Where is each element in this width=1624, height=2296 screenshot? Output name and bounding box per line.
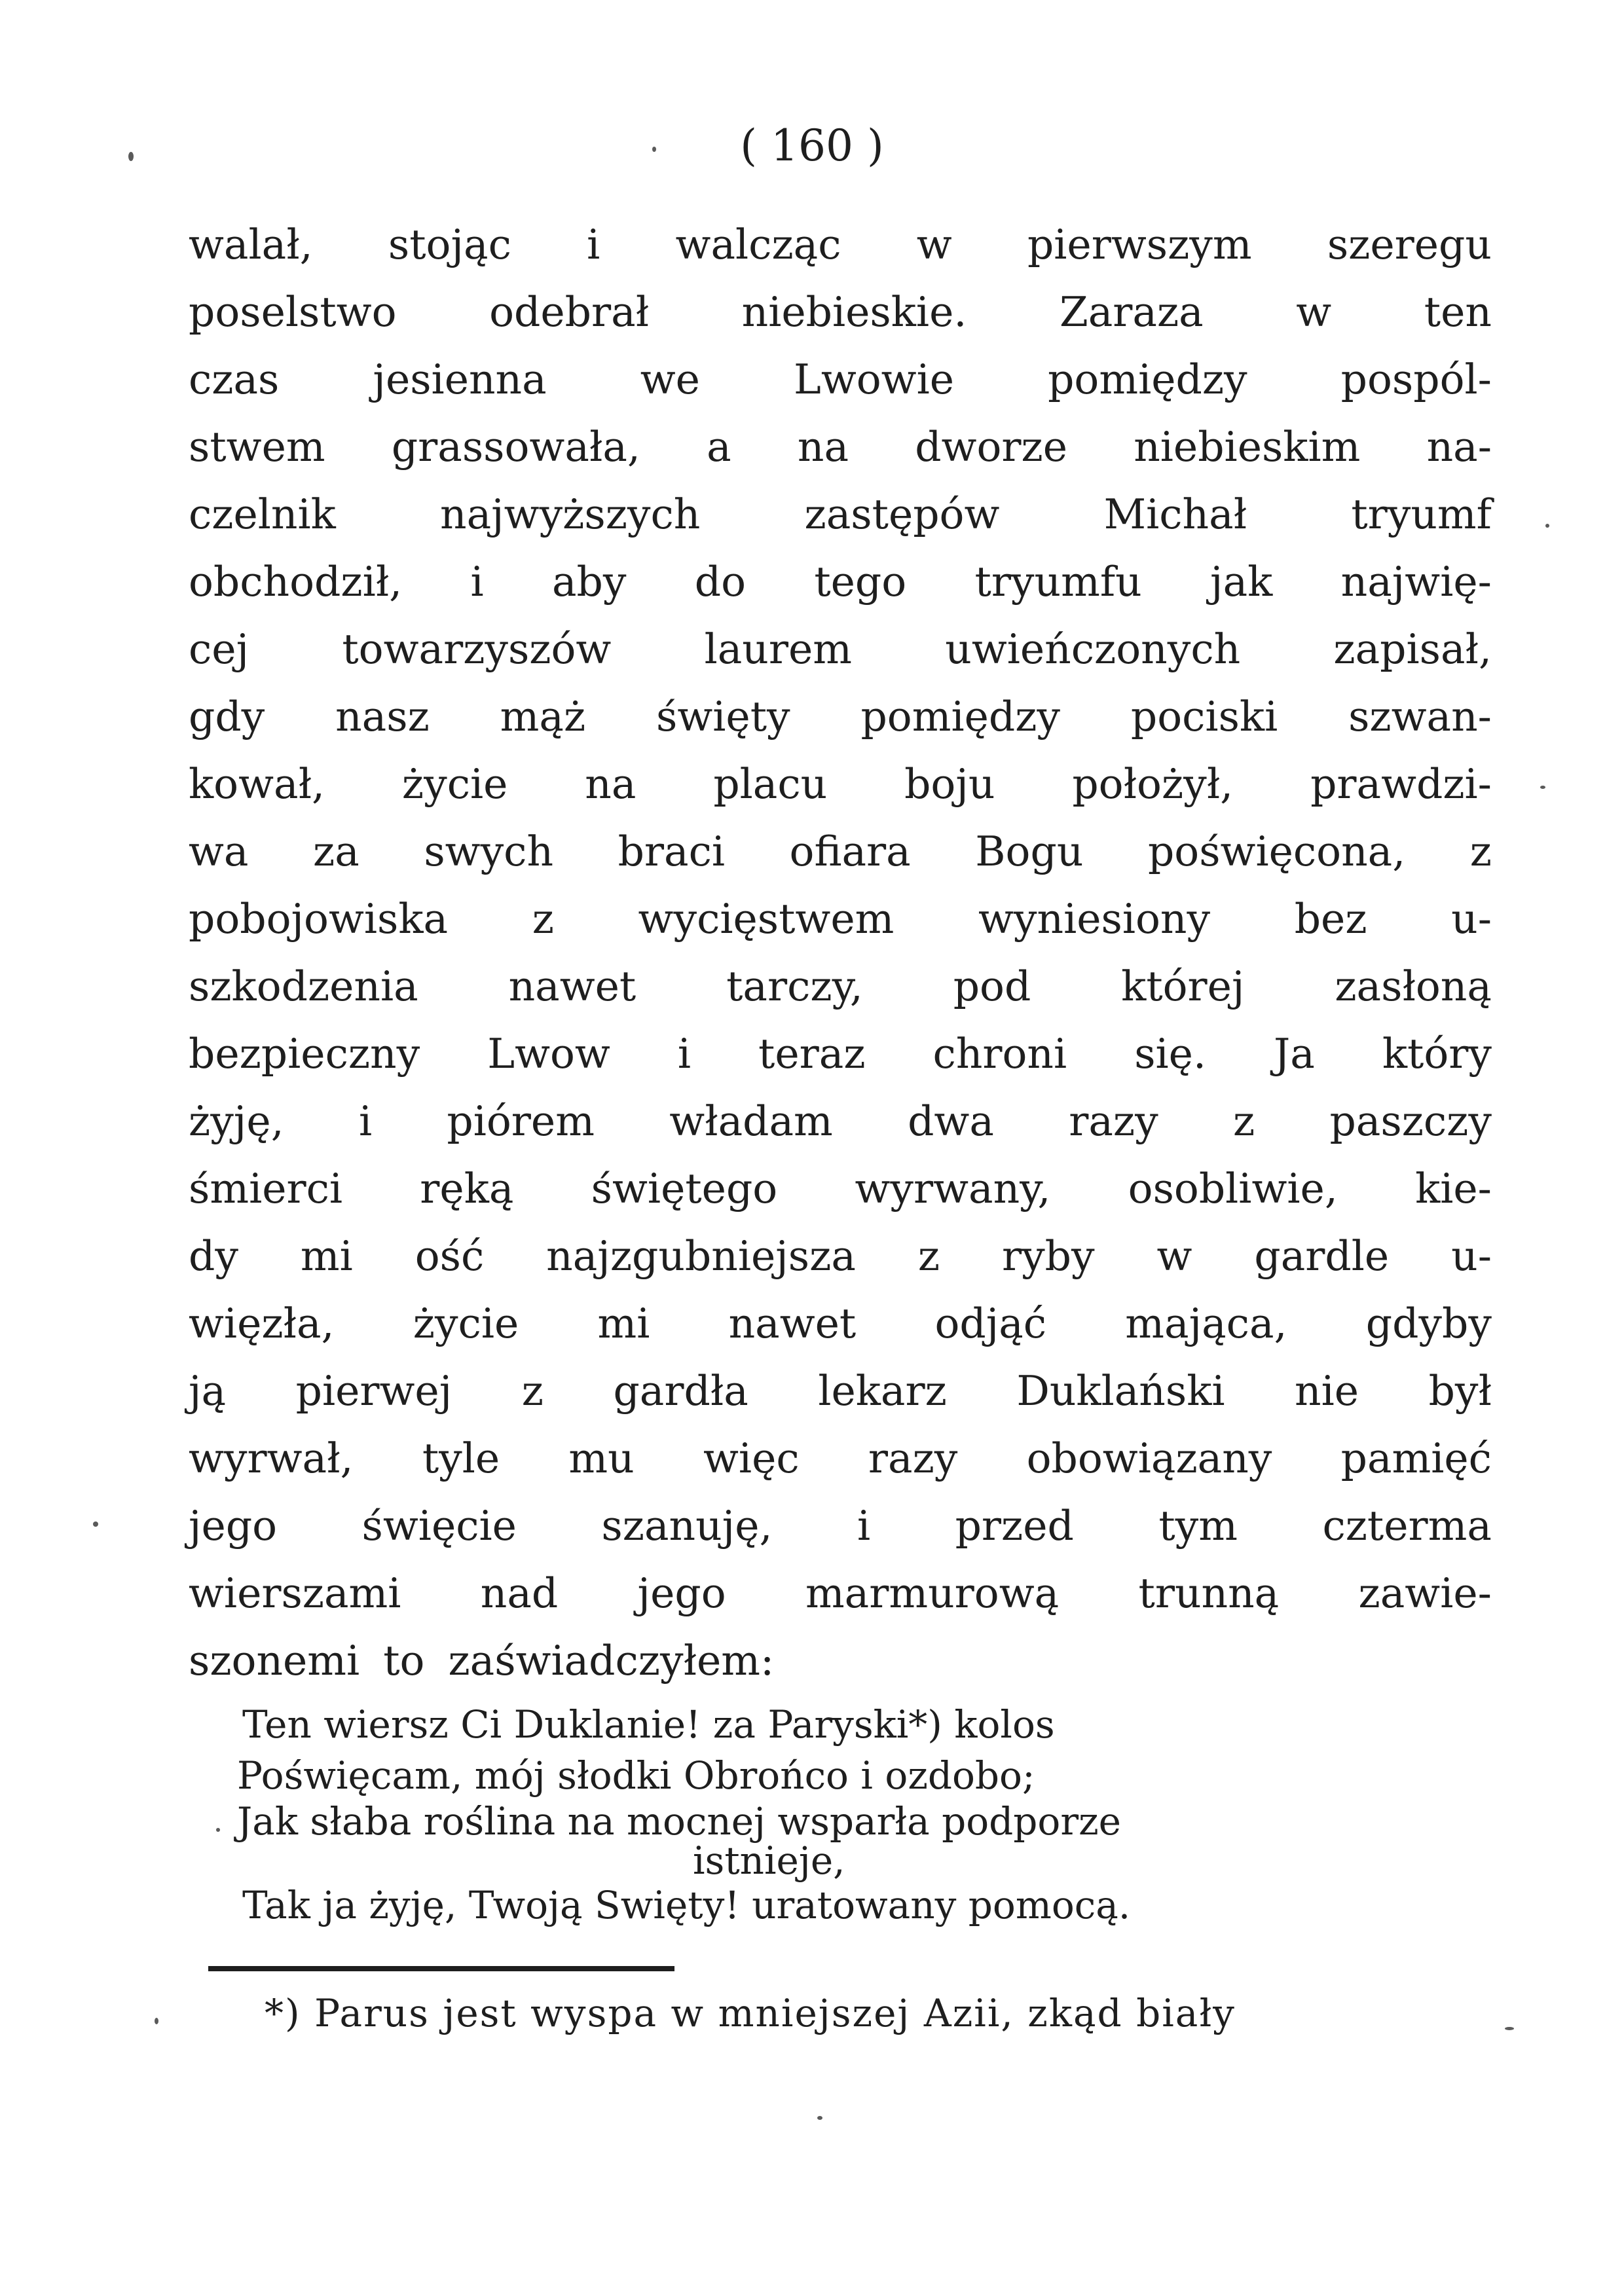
word: niebieskie. (741, 288, 967, 336)
word: trunną (1138, 1569, 1280, 1617)
word: z (917, 1232, 940, 1280)
word: u- (1451, 895, 1492, 943)
word: i (587, 221, 600, 268)
word: której (1121, 962, 1245, 1010)
body-line (189, 1559, 1492, 1627)
word: ręką (420, 1165, 514, 1212)
body-line (189, 1357, 1492, 1425)
word: razy (868, 1434, 958, 1482)
word: więzła, (189, 1300, 335, 1347)
word: wyrwał, (189, 1434, 354, 1482)
word: był (1428, 1367, 1492, 1415)
word: w (1156, 1232, 1192, 1280)
word: niebieskim (1134, 423, 1361, 471)
word: odebrał (489, 288, 650, 336)
word: z (532, 895, 554, 943)
word: zawie- (1358, 1569, 1492, 1617)
body-line (189, 1290, 1492, 1357)
word: marmurową (805, 1569, 1060, 1617)
word: czterma (1322, 1502, 1492, 1550)
word: świętego (591, 1165, 778, 1212)
body-line (189, 1155, 1492, 1222)
word: wa (189, 828, 249, 875)
body-line (189, 1087, 1492, 1155)
verse-line (0, 1698, 1624, 1751)
word: nad (480, 1569, 559, 1617)
word: na (585, 760, 637, 808)
paper-speck (817, 2116, 822, 2120)
body-text (189, 211, 1492, 1694)
word: nasz (335, 693, 430, 740)
word: do (694, 558, 747, 606)
paper-speck (93, 1522, 98, 1527)
word: najwię- (1340, 558, 1492, 606)
verse-line (0, 1749, 1624, 1802)
word: poświęcona, (1147, 828, 1406, 875)
word: obchodził, (189, 558, 403, 606)
word: ość (415, 1232, 485, 1280)
word: zaświadczyłem: (448, 1637, 775, 1685)
word: pierwszym (1027, 221, 1252, 268)
body-line (189, 346, 1492, 413)
word: szanuję, (601, 1502, 773, 1550)
word: czas (189, 355, 280, 403)
word: prawdzi- (1310, 760, 1492, 808)
body-line (189, 683, 1492, 750)
word: mająca, (1125, 1300, 1287, 1347)
word: i (470, 558, 484, 606)
word: zasłoną (1335, 962, 1492, 1010)
word: we (640, 355, 700, 403)
body-line (189, 1222, 1492, 1290)
word: Lwow (487, 1030, 610, 1078)
word: boju (904, 760, 995, 808)
verse-line-text: Jak słaba roślina na mocnej wsparła podporze (237, 1799, 1121, 1844)
word: władam (669, 1097, 833, 1145)
word: pod (953, 962, 1031, 1010)
word: stojąc (388, 221, 511, 268)
word: i (677, 1030, 692, 1078)
word: najzgubniejsza (546, 1232, 856, 1280)
word: pomiędzy (1048, 355, 1247, 403)
word: gdy (189, 693, 265, 740)
word: i (857, 1502, 871, 1550)
body-line (189, 211, 1492, 278)
body-line (189, 1020, 1492, 1087)
word: tryumfu (974, 558, 1142, 606)
word: walał, (189, 221, 313, 268)
word: dy (189, 1232, 238, 1280)
word: pierwej (295, 1367, 452, 1415)
body-line (189, 953, 1492, 1020)
word: śmierci (189, 1165, 343, 1212)
word: czelnik (189, 490, 336, 538)
word: dwa (908, 1097, 994, 1145)
word: wyniesiony (978, 895, 1211, 943)
verse-line-text: Tak ja żyję, Twoją Swięty! uratowany pomocą. (242, 1883, 1131, 1927)
verse-line (0, 1879, 1624, 1931)
word: za (313, 828, 360, 875)
word: z (1232, 1097, 1255, 1145)
word: bezpieczny (189, 1030, 420, 1078)
verse-line-text: Poświęcam, mój słodki Obrońco i ozdobo; (237, 1753, 1035, 1798)
word: teraz (758, 1030, 866, 1078)
verse-line-text: Ten wiersz Ci Duklanie! za Paryski*) kolos (242, 1702, 1055, 1747)
word: lekarz (818, 1367, 947, 1415)
word: gdyby (1365, 1300, 1492, 1347)
word: aby (551, 558, 627, 606)
word: jesienna (373, 355, 547, 403)
word: z (521, 1367, 544, 1415)
word: tym (1158, 1502, 1238, 1550)
word: paszczy (1329, 1097, 1492, 1145)
word: odjąć (934, 1300, 1047, 1347)
word: wierszami (189, 1569, 401, 1617)
word: pociski (1130, 693, 1278, 740)
word: życie (401, 760, 508, 808)
paper-speck (1505, 2027, 1514, 2030)
word: nawet (508, 962, 637, 1010)
word: bez (1294, 895, 1367, 943)
word: który (1382, 1030, 1492, 1078)
word: ryby (1001, 1232, 1095, 1280)
word: na (797, 423, 849, 471)
word: szonemi (189, 1637, 360, 1685)
word: mi (597, 1300, 650, 1347)
word: stwem (189, 423, 325, 471)
word: uwieńczonych (945, 625, 1241, 673)
word: u- (1451, 1232, 1492, 1280)
word: razy (1069, 1097, 1158, 1145)
word: święty (656, 693, 790, 740)
word: pobojowiska (189, 895, 449, 943)
word: obowiązany (1026, 1434, 1272, 1482)
word: a (707, 423, 731, 471)
word: zastępów (804, 490, 1000, 538)
word: pamięć (1340, 1434, 1492, 1482)
word: gardła (613, 1367, 748, 1415)
word: ofiara (789, 828, 911, 875)
word: pomiędzy (860, 693, 1061, 740)
word: Lwowie (793, 355, 955, 403)
word: Bogu (975, 828, 1084, 875)
word: szkodzenia (189, 962, 418, 1010)
word: ją (189, 1367, 227, 1415)
word: mąż (500, 693, 586, 740)
body-line (189, 481, 1492, 548)
word: nie (1295, 1367, 1359, 1415)
word: na- (1426, 423, 1492, 471)
word: zapisał, (1333, 625, 1492, 673)
body-line (189, 548, 1492, 615)
word: ten (1424, 288, 1492, 336)
word: grassowała, (391, 423, 640, 471)
word: szeregu (1327, 221, 1492, 268)
word: gardle (1254, 1232, 1390, 1280)
word: jego (637, 1569, 726, 1617)
word: pospól- (1340, 355, 1492, 403)
paper-speck (652, 147, 656, 152)
body-line (189, 413, 1492, 481)
word: towarzyszów (342, 625, 612, 673)
word: chroni (932, 1030, 1067, 1078)
word: w (1296, 288, 1332, 336)
word: jak (1210, 558, 1273, 606)
paper-speck (155, 2018, 158, 2024)
word: piórem (447, 1097, 595, 1145)
body-line (189, 885, 1492, 953)
word: swych (424, 828, 554, 875)
word: najwyższych (440, 490, 701, 538)
paper-speck (128, 152, 134, 161)
body-line (189, 615, 1492, 683)
word: i (358, 1097, 373, 1145)
word: przed (955, 1502, 1074, 1550)
word: tyle (422, 1434, 500, 1482)
body-line (189, 1425, 1492, 1492)
word: osobliwie, (1128, 1165, 1338, 1212)
word: wyrwany, (855, 1165, 1051, 1212)
word: laurem (704, 625, 853, 673)
page-number: ( 160 ) (740, 120, 884, 171)
word: Ja (1274, 1030, 1315, 1078)
word: kował, (189, 760, 325, 808)
word: wycięstwem (638, 895, 895, 943)
word: więc (703, 1434, 800, 1482)
word: tryumf (1351, 490, 1492, 538)
word: walcząc (675, 221, 841, 268)
word: poselstwo (189, 288, 397, 336)
word: w (916, 221, 952, 268)
word: położył, (1072, 760, 1234, 808)
word: tego (814, 558, 907, 606)
word: Zaraza (1059, 288, 1204, 336)
footnote-text: *) Parus jest wyspa w mniejszej Azii, zkąd biały (265, 1991, 1236, 2035)
word: z (1469, 828, 1492, 875)
verse-line-text: istnieje, (693, 1838, 845, 1883)
footnote-rule (208, 1966, 674, 1971)
word: kie- (1415, 1165, 1492, 1212)
paper-speck (1545, 524, 1549, 528)
word: braci (618, 828, 726, 875)
word: Michał (1103, 490, 1247, 538)
body-line (189, 278, 1492, 346)
body-line (189, 750, 1492, 818)
word: cej (189, 625, 249, 673)
word: placu (713, 760, 828, 808)
word: nawet (728, 1300, 857, 1347)
body-line (189, 818, 1492, 885)
paper-speck (216, 1828, 220, 1832)
word: Duklański (1016, 1367, 1225, 1415)
word: mi (300, 1232, 353, 1280)
word: święcie (361, 1502, 517, 1550)
word: życie (413, 1300, 519, 1347)
word: to (383, 1637, 425, 1685)
body-line (189, 1627, 1492, 1694)
word: jego (189, 1502, 278, 1550)
word: mu (568, 1434, 635, 1482)
word: tarczy, (726, 962, 863, 1010)
body-line (189, 1492, 1492, 1559)
word: się. (1134, 1030, 1206, 1078)
word: dworze (915, 423, 1067, 471)
word: szwan- (1348, 693, 1492, 740)
word: żyję, (189, 1097, 284, 1145)
paper-speck (1540, 786, 1545, 789)
